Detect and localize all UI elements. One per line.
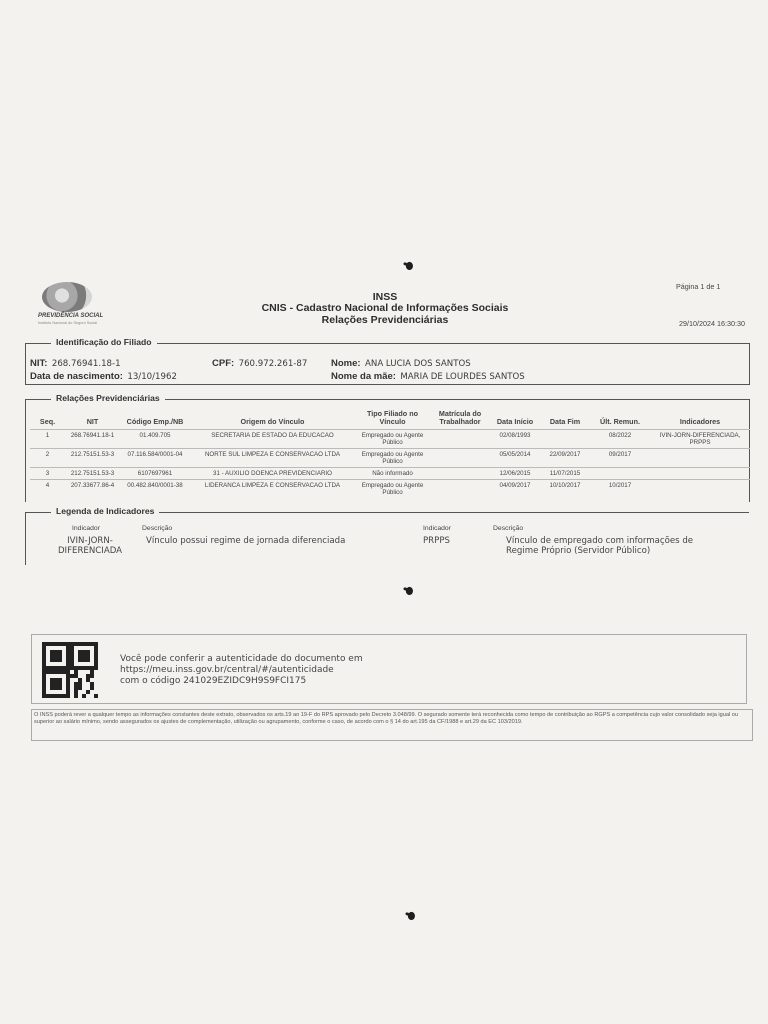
- cell-remun: 08/2022: [590, 430, 650, 449]
- legenda-indicador-1: IVIN-JORN-DIFERENCIADA: [57, 536, 123, 556]
- cell-tipo: Não informado: [355, 468, 430, 480]
- cell-nit: 268.76941.18-1: [65, 430, 120, 449]
- cell-matricula: [430, 480, 490, 499]
- identificacao-title: Identificação do Filiado: [51, 337, 157, 347]
- cell-seq: 3: [30, 468, 65, 480]
- cell-nit: 207.33677.86-4: [65, 480, 120, 499]
- cell-inicio: 05/05/2014: [490, 449, 540, 468]
- previdencia-social-logo: [38, 282, 114, 328]
- cell-codigo: 00.482.840/0001-38: [120, 480, 190, 499]
- cell-remun: [590, 468, 650, 480]
- legenda-indicador-header-2: Indicador: [423, 525, 451, 532]
- cell-inicio: 12/06/2015: [490, 468, 540, 480]
- cell-origem: NORTE SUL LIMPEZA E CONSERVACAO LTDA: [190, 449, 355, 468]
- nit-label: NIT:: [30, 358, 48, 369]
- legenda-title: Legenda de Indicadores: [51, 506, 159, 516]
- cell-nit: 212.75151.53-3: [65, 468, 120, 480]
- header-org: INSS: [372, 291, 398, 303]
- mae-value: MARIA DE LOURDES SANTOS: [400, 372, 525, 382]
- legenda-descricao-2: Vínculo de empregado com informações de Regime Próprio (Servidor Público): [506, 536, 694, 556]
- col-inicio: Data Início: [496, 417, 534, 426]
- cell-codigo: 6107697961: [120, 468, 190, 480]
- nascimento-value: 13/10/1962: [127, 372, 177, 382]
- legenda-descricao-header-2: Descrição: [493, 525, 524, 532]
- cpf-field: [212, 353, 307, 371]
- legenda-indicador-header-1: Indicador: [72, 525, 100, 532]
- cell-indicadores: [650, 480, 750, 499]
- col-matricula: Matrícula do Trabalhador: [438, 409, 482, 426]
- cpf-label: CPF:: [212, 358, 235, 369]
- nit-value: 268.76941.18-1: [51, 359, 121, 369]
- relacoes-title: Relações Previdenciárias: [51, 393, 165, 403]
- col-codigo: Código Emp./NB: [126, 417, 184, 426]
- cell-fim: 10/10/2017: [540, 480, 590, 499]
- cell-origem: 31 - AUXILIO DOENCA PREVIDENCIARIO: [190, 468, 355, 480]
- legenda-descricao-1: Vínculo possui regime de jornada diferenciada: [146, 536, 346, 546]
- cell-indicadores: [650, 468, 750, 480]
- col-indicadores: Indicadores: [679, 417, 721, 426]
- table-row: [30, 430, 750, 449]
- table-row: [30, 449, 750, 468]
- cpf-value: 760.972.261-87: [238, 359, 308, 369]
- cell-origem: LIDERANCA LIMPEZA E CONSERVACAO LTDA: [190, 480, 355, 499]
- cell-matricula: [430, 449, 490, 468]
- cell-tipo: Empregado ou Agente Público: [355, 480, 430, 499]
- cell-inicio: 04/09/2017: [490, 480, 540, 499]
- col-seq: Seq.: [39, 417, 56, 426]
- nascimento-label: Data de nascimento:: [30, 371, 123, 382]
- relacoes-table: [30, 410, 750, 498]
- legenda-indicador-2: PRPPS: [423, 536, 450, 546]
- cell-tipo: Empregado ou Agente Público: [355, 449, 430, 468]
- autenticidade-url: https://meu.inss.gov.br/central/#/autenticidade: [120, 665, 334, 675]
- legenda-descricao-header-1: Descrição: [142, 525, 173, 532]
- table-row: [30, 468, 750, 480]
- mae-field: [331, 366, 525, 384]
- cell-remun: 10/2017: [590, 480, 650, 499]
- scan-mark-middle: [405, 586, 414, 596]
- document-title: CNIS - Cadastro Nacional de Informações Sociais: [261, 302, 509, 314]
- cell-remun: 09/2017: [590, 449, 650, 468]
- col-remun: Últ. Remun.: [600, 417, 640, 426]
- nascimento-field: [30, 366, 177, 384]
- rodape-text: O INSS poderá rever a qualquer tempo as informações constantes deste extrato, observados os arts.19 ao 19-F do RPS aprovado pelo Decreto 3.048/99. O segurado somente terá reconhecida como tempo de contribuição ao RGPS a competência cujo valor consolidado seja igual ou superior ao salário mínimo, sendo assegurados os ajustes de complementação, utilização ou agrupamento, conforme o caso, de acordo com o § 14 do art.195 da CF/1988 e art.29 da EC 103/2019.: [34, 712, 738, 726]
- cell-inicio: 02/08/1993: [490, 430, 540, 449]
- cell-codigo: 07.116.584/0001-04: [120, 449, 190, 468]
- cell-indicadores: [650, 449, 750, 468]
- autenticidade-text: [120, 654, 363, 687]
- col-fim: Data Fim: [549, 417, 581, 426]
- scan-mark-bottom: [407, 911, 416, 921]
- cell-fim: 22/09/2017: [540, 449, 590, 468]
- cell-seq: 4: [30, 480, 65, 499]
- logo-brand: PREVIDÊNCIA SOCIAL: [38, 313, 104, 319]
- cell-seq: 1: [30, 430, 65, 449]
- scan-mark-top: [405, 261, 414, 271]
- col-nit: NIT: [86, 417, 99, 426]
- autenticidade-code: com o código 241029EZIDC9H9S9FCI175: [120, 676, 307, 686]
- page-number: Página 1 de 1: [676, 282, 721, 291]
- table-header: [30, 410, 750, 430]
- mae-label: Nome da mãe:: [331, 371, 396, 382]
- cell-origem: SECRETARIA DE ESTADO DA EDUCACAO: [190, 430, 355, 449]
- cell-tipo: Empregado ou Agente Público: [355, 430, 430, 449]
- nome-label: Nome:: [331, 358, 361, 369]
- cell-matricula: [430, 430, 490, 449]
- col-tipo: Tipo Filiado no Vínculo: [367, 409, 418, 426]
- cell-nit: 212.75151.53-3: [65, 449, 120, 468]
- cell-fim: [540, 430, 590, 449]
- table-row: [30, 480, 750, 499]
- cell-indicadores: IVIN-JORN-DIFERENCIADA, PRPPS: [650, 430, 750, 449]
- globe-icon: [42, 282, 92, 312]
- col-origem: Origem do Vínculo: [240, 417, 305, 426]
- logo-tagline: Instituto Nacional do Seguro Social: [38, 321, 98, 325]
- qr-code-icon: [42, 642, 98, 698]
- cell-fim: 11/07/2015: [540, 468, 590, 480]
- nome-value: ANA LUCIA DOS SANTOS: [365, 359, 471, 369]
- cell-seq: 2: [30, 449, 65, 468]
- autenticidade-line-1: Você pode conferir a autenticidade do documento em: [120, 654, 363, 664]
- cell-codigo: 01.409.705: [120, 430, 190, 449]
- document-subtitle: Relações Previdenciárias: [321, 314, 449, 326]
- cell-matricula: [430, 468, 490, 480]
- document-datetime: 29/10/2024 16:30:30: [679, 319, 745, 328]
